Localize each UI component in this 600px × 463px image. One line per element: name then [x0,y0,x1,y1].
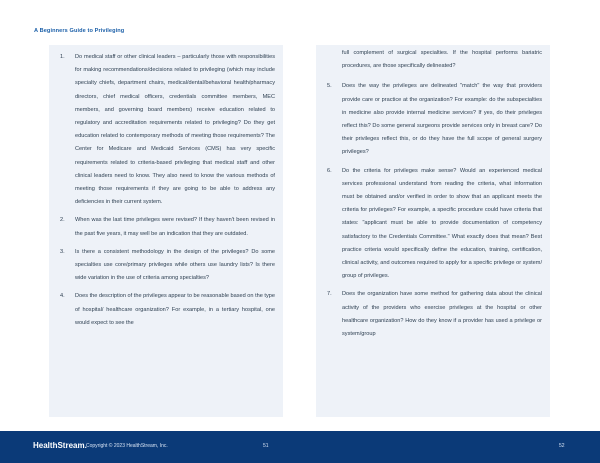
item-text: Do medical staff or other clinical leaders – particularly those with responsibilities for making recommendations/decisions related to privileging (which may include specialty chiefs, department chairs, medical/dental/behavioral health/pharmacy directors, chief medical officers, credentials committee members, MEC members, and governing board members) receive education related to regulatory and accreditation requirements related to privileging? Do they get education related to contemporary methods of meeting those requirements? The Center for Medicare and Medicaid Services (CMS) has very specific requirements related to criteria-based privileging that medical staff and other clinical leaders need to know. They also need to know the various methods of meeting those requirements if they are going to be able to address any deficiencies in their current system. [75,54,275,206]
page-number-right: 52 [559,443,565,449]
item-number: 4. [60,293,65,300]
item-text: Does the organization have some method for gathering data about the clinical activity of the providers who exercise privileges at the hospital or other healthcare organization? How do they know if a provider has used a privilege or system/group [342,291,542,338]
item-number: 1. [60,54,65,60]
list-item [316,288,550,341]
item-text: When was the last time privileges were revised? If they haven't been revised in the past five years, it may well be an indication that they are outdated. [75,217,275,237]
item-number: 5. [327,83,332,90]
copyright-text: Copyright © 2023 HealthStream, Inc. [86,443,168,449]
page-header-title: A Beginners Guide to Privileging [34,28,125,34]
item-number: 3. [60,248,65,255]
list-item [316,165,550,284]
list-item [49,246,283,286]
item-text: Is there a consistent methodology in the design of the privileges? Do some specialties use core/primary privileges while others use laundry lists? Is there wide variation in the use of criteria among specialties? [75,248,275,282]
item-number: 6. [327,167,332,174]
continued-text: full complement of surgical specialties. If the hospital performs bariatric procedures, are those specifically delineated? [342,50,542,70]
healthstream-logo: HealthStream. [33,441,87,450]
item-text: Do the criteria for privileges make sense? Would an experienced medical services professional understand from reading the criteria, what information must be obtained and/or verified in order to show that an applicant meets the criteria for privileges? For example, a specific procedure could have criteria that states: "applicant must be able to provide documentation of competency satisfactory to the Credentials Committee." What exactly does that mean? Best practice criteria would specifically define the education, training, certification, clinical activity, and outcomes required to apply for a specific privilege or system/ group of privileges. [342,167,542,280]
item-number: 2. [60,217,65,224]
item-text: Does the description of the privileges appear to be reasonable based on the type of hospital/ healthcare organization? For example, in a tertiary hospital, one would expect to see the [75,293,275,326]
page-footer [0,431,600,463]
list-item [316,80,550,159]
left-column-panel [49,45,283,417]
right-question-list [316,78,550,341]
list-item [49,214,283,240]
right-column-panel [316,45,550,417]
page-number-left: 51 [263,443,269,449]
item-number: 7. [327,291,332,298]
item-text: Does the way the privileges are delineated "match" the way that providers provide care or practice at the organization? For example: do the subspecialties in medicine also provide internal medicine services? If yes, do their privileges reflect this? Do some general surgeons provide services only in breast care? Do their privileges reflect this, or do they have the full scope of general surgery privileges? [342,83,542,156]
list-item [49,51,283,209]
list-item [49,290,283,330]
left-question-list [49,45,283,330]
